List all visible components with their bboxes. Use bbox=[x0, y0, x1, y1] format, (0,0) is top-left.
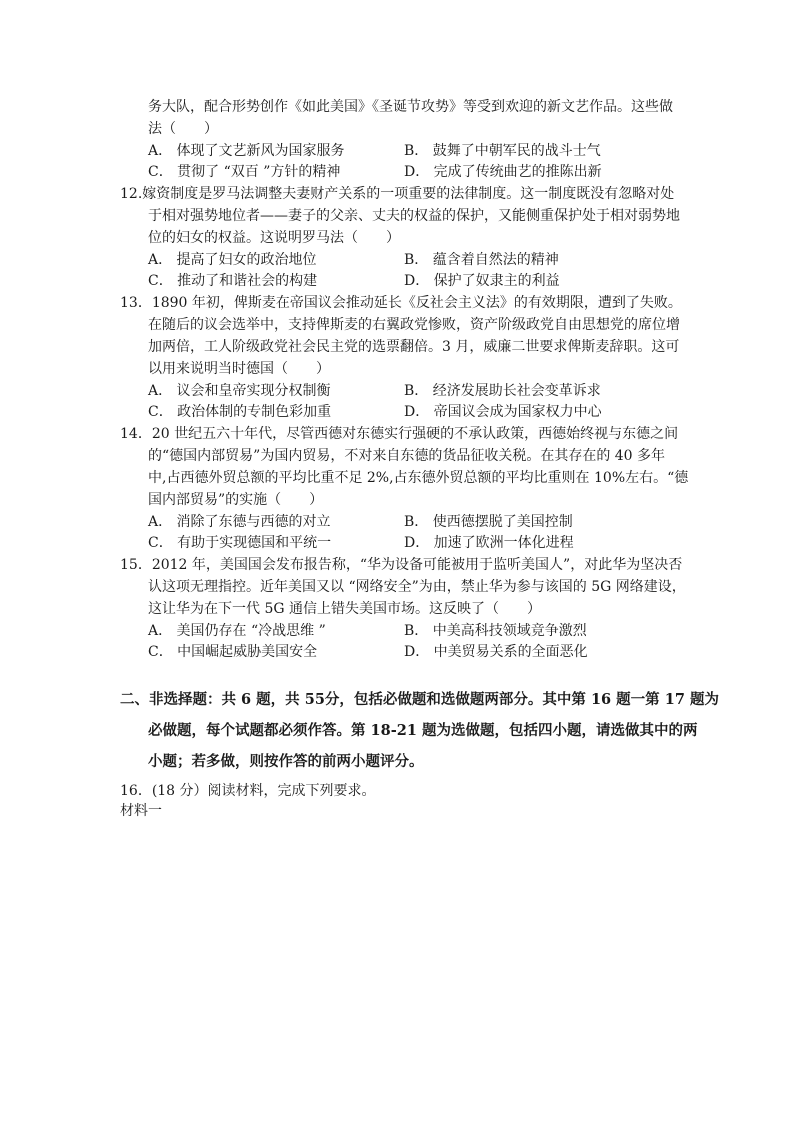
q15-text-line-2: 认这项无理指控。近年美国又以 “网络安全”为由，禁止华为参与该国的 5G 网络建设， bbox=[148, 579, 686, 595]
q16-prompt: 16．(18 分）阅读材料，完成下列要求。 bbox=[120, 783, 376, 799]
section-2-line-1: 二、非选择题：共 6 题，共 55分，包括必做题和选做题两部分。其中第 16 题一第 17 题为 bbox=[120, 691, 719, 708]
q15-option-b: B． 中美高科技领域竞争激烈 bbox=[404, 623, 587, 639]
q13-option-b: B． 经济发展助长社会变革诉求 bbox=[404, 383, 601, 399]
q14-option-c: C． 有助于实现德国和平统一 bbox=[148, 535, 332, 551]
q12-option-d: D． 保护了奴隶主的利益 bbox=[404, 273, 560, 289]
q15-option-c: C． 中国崛起威胁美国安全 bbox=[148, 644, 318, 660]
q15-text-line-1: 15．2012 年，美国国会发布报告称，“华为设备可能被用于监听美国人”，对此华为坚决否 bbox=[120, 557, 683, 573]
q14-text-line-4: 国内部贸易”的实施（ ） bbox=[148, 492, 324, 508]
q13-text-line-1: 13．1890 年初，俾斯麦在帝国议会推动延长《反社会主义法》的有效期限，遭到了失败。 bbox=[120, 295, 682, 311]
q13-option-d: D． 帝国议会成为国家权力中心 bbox=[404, 404, 602, 420]
q11-text-line-1: 务大队，配合形势创作《如此美国》《圣诞节攻势》等受到欢迎的新文艺作品。这些做 bbox=[148, 99, 673, 115]
q16-material-label: 材料一 bbox=[120, 803, 162, 819]
q13-text-line-2: 在随后的议会选举中，支持俾斯麦的右翼政党惨败，资产阶级政党自由思想党的席位增 bbox=[148, 317, 680, 333]
q13-text-line-3: 加两倍，工人阶级政党社会民主党的选票翻倍。3 月，威廉二世要求俾斯麦辞职。这可 bbox=[148, 339, 680, 355]
q13-option-a: A． 议会和皇帝实现分权制衡 bbox=[148, 383, 331, 399]
q12-text-line-3: 位的妇女的权益。这说明罗马法（ ） bbox=[148, 230, 400, 246]
q11-text-line-2: 法（ ） bbox=[148, 121, 218, 137]
q14-option-b: B． 使西德摆脱了美国控制 bbox=[404, 514, 573, 530]
section-2-line-2: 必做题，每个试题都必须作答。第 18-21 题为选做题，包括四小题，请选做其中的两 bbox=[148, 722, 698, 739]
q14-option-d: D． 加速了欧洲一体化进程 bbox=[404, 535, 574, 551]
q14-text-line-2: 的“德国内部贸易”为国内贸易，不对来自东德的货品征收关税。在其存在的 40 多年 bbox=[148, 448, 666, 464]
q12-option-a: A． 提高了妇女的政治地位 bbox=[148, 252, 317, 268]
section-2-line-3: 小题；若多做，则按作答的前两小题评分。 bbox=[148, 753, 424, 770]
q14-option-a: A． 消除了东德与西德的对立 bbox=[148, 514, 331, 530]
q12-option-b: B． 蕴含着自然法的精神 bbox=[404, 252, 559, 268]
q13-option-c: C． 政治体制的专制色彩加重 bbox=[148, 404, 332, 420]
q14-text-line-3: 中,占西德外贸总额的平均比重不足 2%,占东德外贸总额的平均比重则在 10%左右。“德 bbox=[148, 470, 689, 486]
q12-text-line-2: 于相对强势地位者——妻子的父亲、丈夫的权益的保护，又能侧重保护处于相对弱势地 bbox=[148, 208, 680, 224]
q15-text-line-3: 这让华为在下一代 5G 通信上错失美国市场。这反映了（ ） bbox=[148, 601, 541, 617]
q12-text-line-1: 12.嫁资制度是罗马法调整夫妻财产关系的一项重要的法律制度。这一制度既没有忽略对处 bbox=[120, 186, 675, 202]
q14-text-line-1: 14．20 世纪五六十年代，尽管西德对东德实行强硬的不承认政策，西德始终视与东德之间 bbox=[120, 426, 679, 442]
q13-text-line-4: 以用来说明当时德国（ ） bbox=[148, 361, 330, 377]
q11-option-c: C． 贯彻了 “双百 ”方针的精神 bbox=[148, 164, 341, 180]
q11-option-d: D． 完成了传统曲艺的推陈出新 bbox=[404, 164, 602, 180]
q12-option-c: C． 推动了和谐社会的构建 bbox=[148, 273, 318, 289]
q15-option-d: D． 中美贸易关系的全面恶化 bbox=[404, 644, 588, 660]
q15-option-a: A． 美国仍存在 “冷战思维 ” bbox=[148, 623, 326, 639]
q11-option-b: B． 鼓舞了中朝军民的战斗士气 bbox=[404, 143, 601, 159]
q11-option-a: A． 体现了文艺新风为国家服务 bbox=[148, 143, 345, 159]
